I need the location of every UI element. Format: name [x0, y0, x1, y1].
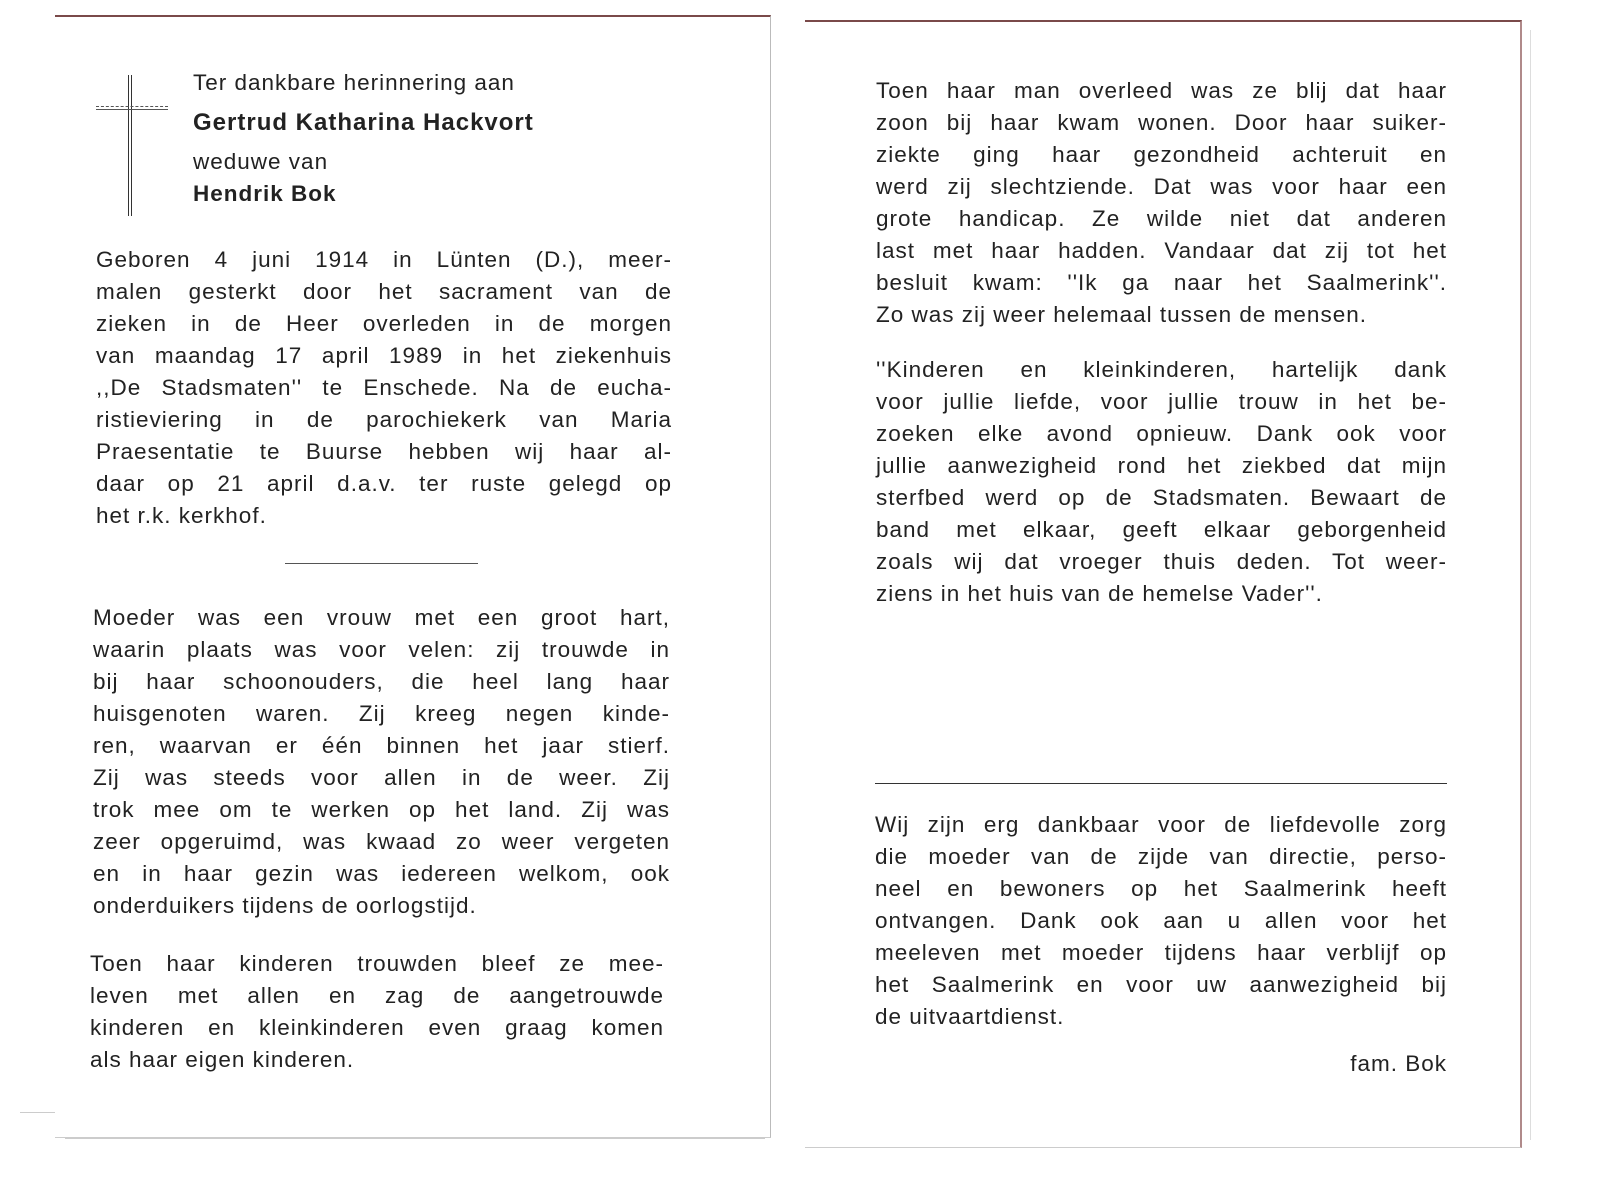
text-line: band met elkaar, geeft elkaar geborgenheid	[876, 517, 1447, 542]
text-line: ,,De Stadsmaten'' te Enschede. Na de eucha-	[96, 375, 672, 400]
text-line: het r.k. kerkhof.	[96, 503, 267, 528]
text-line: voor jullie liefde, voor jullie trouw in het be-	[876, 389, 1447, 414]
text-line: de uitvaartdienst.	[875, 1004, 1065, 1029]
text-line: ristieviering in de parochiekerk van Maria	[96, 407, 672, 432]
scan-edge	[1530, 30, 1531, 1140]
biography-paragraph	[96, 244, 672, 532]
text-line: Zo was zij weer helemaal tussen de mensen.	[876, 302, 1367, 327]
text-line: Toen haar man overleed was ze blij dat haar	[876, 78, 1447, 103]
text-line: Moeder was een vrouw met een groot hart,	[93, 605, 670, 630]
divider	[875, 783, 1447, 784]
text-line: zoals wij dat vroeger thuis deden. Tot weer-	[876, 549, 1447, 574]
signature: fam. Bok	[1350, 1051, 1447, 1076]
text-line: meeleven met moeder tijdens haar verblijf op	[875, 940, 1447, 965]
divider	[285, 563, 478, 564]
text-line: ''Kinderen en kleinkinderen, hartelijk dank	[876, 357, 1447, 382]
text-line: zoeken elke avond opnieuw. Dank ook voor	[876, 421, 1447, 446]
text-line: grote handicap. Ze wilde niet dat anderen	[876, 206, 1447, 231]
text-line: sterfbed werd op de Stadsmaten. Bewaart de	[876, 485, 1447, 510]
text-line: Zij was steeds voor allen in de weer. Zij	[93, 765, 670, 790]
text-line: waarin plaats was voor velen: zij trouwde in	[93, 637, 670, 662]
text-line: kinderen en kleinkinderen even graag komen	[90, 1015, 664, 1040]
farewell-quote-paragraph	[876, 354, 1447, 610]
text-line: trok mee om te werken op het land. Zij was	[93, 797, 670, 822]
children-paragraph	[90, 948, 664, 1076]
text-line: besluit kwam: ''Ik ga naar het Saalmerink''.	[876, 270, 1447, 295]
text-line: last met haar hadden. Vandaar dat zij tot het	[876, 238, 1447, 263]
text-line: Praesentatie te Buurse hebben wij haar al-	[96, 439, 672, 464]
cross-icon	[128, 75, 132, 216]
text-line: zeer opgeruimd, was kwaad zo weer vergeten	[93, 829, 670, 854]
widow-of-text: weduwe van	[193, 149, 329, 174]
text-line: bij haar schoonouders, die heel lang haar	[93, 669, 670, 694]
text-line: huisgenoten waren. Zij kreeg negen kinde-	[93, 701, 670, 726]
scan-edge	[20, 1112, 60, 1113]
text-line: zoon bij haar kwam wonen. Door haar suiker-	[876, 110, 1447, 135]
text-line: het Saalmerink en voor uw aanwezigheid bij	[875, 972, 1447, 997]
text-line: malen gesterkt door het sacrament van de	[96, 279, 672, 304]
spouse-name: Hendrik Bok	[193, 181, 337, 206]
deceased-name: Gertrud Katharina Hackvort	[193, 109, 534, 136]
text-line: Wij zijn erg dankbaar voor de liefdevolle zorg	[875, 812, 1447, 837]
text-line: Geboren 4 juni 1914 in Lünten (D.), meer-	[96, 247, 672, 272]
text-line: leven met allen en zag de aangetrouwde	[90, 983, 664, 1008]
text-line: jullie aanwezigheid rond het ziekbed dat mijn	[876, 453, 1447, 478]
text-line: ontvangen. Dank ook aan u allen voor het	[875, 908, 1447, 933]
text-line: en in haar gezin was iedereen welkom, ook	[93, 861, 670, 886]
text-line: Toen haar kinderen trouwden bleef ze mee-	[90, 951, 664, 976]
text-line: van maandag 17 april 1989 in het ziekenhuis	[96, 343, 672, 368]
later-life-paragraph	[876, 75, 1447, 331]
text-line: ziekte ging haar gezondheid achteruit en	[876, 142, 1447, 167]
text-line: daar op 21 april d.a.v. ter ruste gelegd op	[96, 471, 672, 496]
scan-edge	[65, 1138, 765, 1139]
text-line: ziens in het huis van de hemelse Vader''.	[876, 581, 1323, 606]
text-line: als haar eigen kinderen.	[90, 1047, 355, 1072]
intro-text: Ter dankbare herinnering aan	[193, 70, 515, 95]
text-line: zieken in de Heer overleden in de morgen	[96, 311, 672, 336]
text-line: ren, waarvan er één binnen het jaar stierf.	[93, 733, 670, 758]
text-line: neel en bewoners op het Saalmerink heeft	[875, 876, 1447, 901]
cross-icon-bar	[96, 106, 168, 110]
text-line: die moeder van de zijde van directie, perso-	[875, 844, 1447, 869]
thanks-paragraph	[875, 809, 1447, 1033]
text-line: werd zij slechtziende. Dat was voor haar een	[876, 174, 1447, 199]
mother-paragraph	[93, 602, 670, 922]
text-line: onderduikers tijdens de oorlogstijd.	[93, 893, 477, 918]
